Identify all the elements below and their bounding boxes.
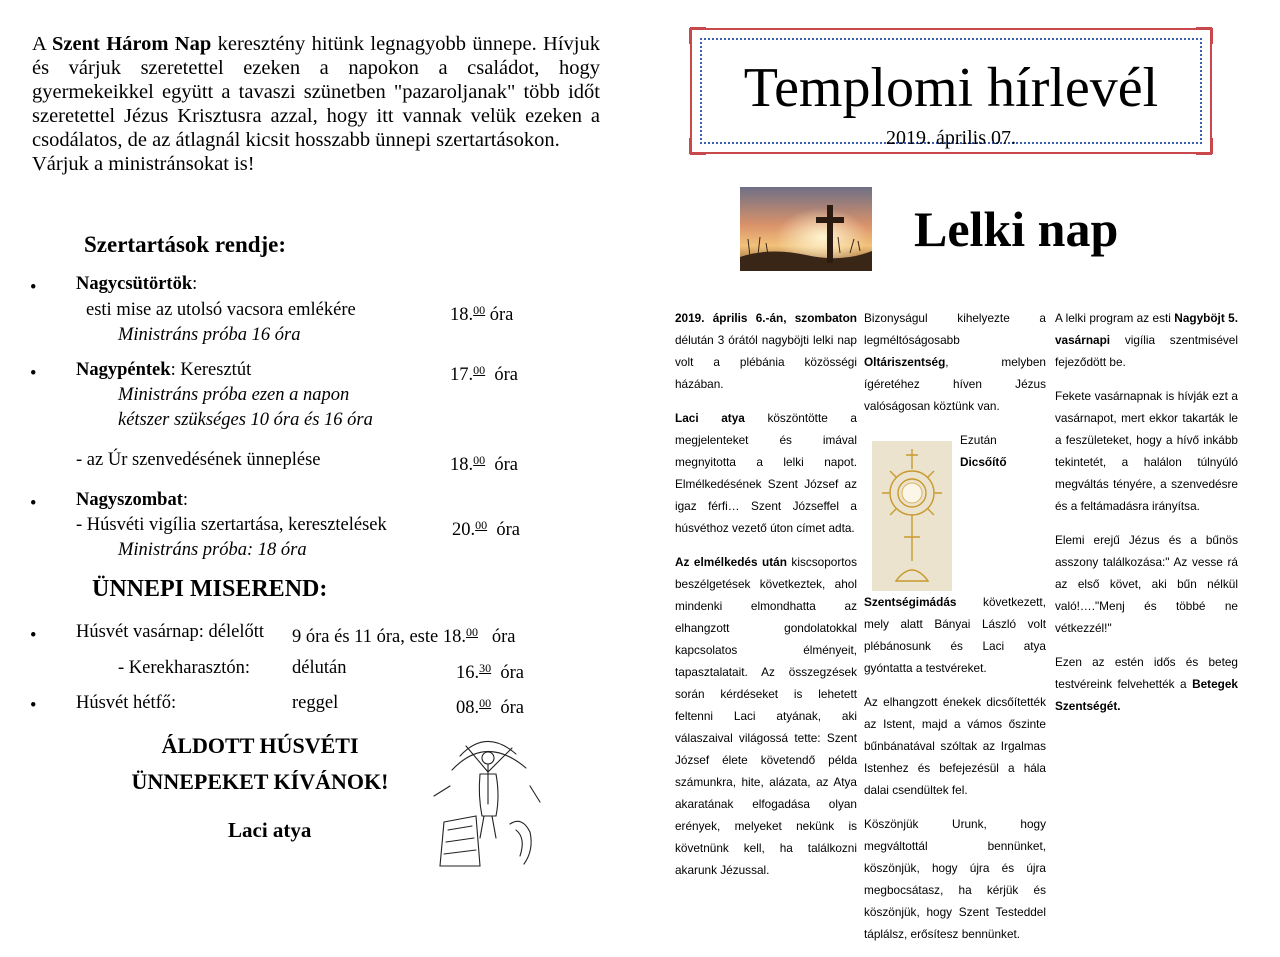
newsletter-date: 2019. április 07. [886, 127, 1016, 149]
bullet: • [30, 494, 37, 514]
cross-sunset-photo [740, 187, 872, 271]
friday-note-1: Ministráns próba ezen a napon [118, 385, 350, 405]
friday-title: Nagypéntek: Keresztút [76, 360, 252, 380]
blessing-line-1: ÁLDOTT HÚSVÉTI [161, 733, 359, 758]
mass-schedule-heading: ÜNNEPI MISEREND: [92, 576, 328, 602]
newsletter-title: Templomi hírlevél [743, 57, 1159, 119]
easter-monday-when: reggel [292, 693, 339, 713]
friday-passion-time: 18.00 óra [450, 453, 518, 475]
intro-paragraph [32, 32, 600, 176]
saturday-vigil: - Húsvéti vigília szertartása, keresztelések [76, 515, 387, 535]
schedule-heading: Szertartások rendje: [84, 232, 287, 257]
easter-monday-time: 08.00 óra [456, 696, 524, 718]
resurrection-sketch [430, 726, 542, 868]
thursday-note: Ministráns próba 16 óra [118, 325, 301, 345]
easter-monday-label: Húsvét hétfő: [76, 693, 177, 713]
monstrance-image [872, 441, 952, 591]
blessing-line-2: ÜNNEPEKET KÍVÁNOK! [131, 769, 389, 794]
article-headline: Lelki nap [914, 201, 1119, 257]
article-column-3: A lelki program az esti Nagyböjt 5. vasárnapi vigília szentmisével fejeződött be. Fekete vasárnapnak is hívják ezt a vasárnapot, mert ekkor takarták le a feszületeket, hogy a hívő inkább tekintetét, a halálon túlnyúló megváltás tényére, a szenvedésre és a feltámadásra irányítsa. Elemi erejű Jézus és a bűnös asszony találkozása:" Az vesse rá az első követ, aki bűn nélkül való!…."Menj és többé ne vétkezzél!" Ezen az estén idős és beteg testvéreink felvehették a Betegek Szentségét. [1055, 311, 1239, 713]
saturday-title: Nagyszombat: [76, 490, 189, 510]
easter-sunday-times: 9 óra és 11 óra, este 18.00 óra [292, 625, 516, 647]
friday-passion: - az Úr szenvedésének ünneplése [76, 450, 321, 470]
kerekharaszto-when: délután [292, 658, 347, 678]
intro-ministrants: Várjuk a ministránsokat is! [32, 153, 255, 175]
intro-text-rest: keresztény hitünk legnagyobb ünnepe. Hívjuk és várjuk szeretettel ezeken a napokon a családot, hogy gyermekeikkel együtt a tavaszi szünetben "pazaroljanak" több időt szeretettel Jézus Krisztusra azzal, hogy itt vannak velük ezeken a csodálatos, de az átlagnál kicsit hosszabb ünnepi szertartásokon. [32, 33, 600, 151]
bullet: • [30, 364, 37, 384]
friday-note-2: kétszer szükséges 10 óra és 16 óra [118, 410, 373, 430]
friday-time: 17.00 óra [450, 363, 518, 385]
article-column-2: Bizonyságul kihelyezte a legméltóságosabb Oltáriszentség, melyben ígéretéhez híven Jézus valóságosan köztünk van. Ezután Dicsőítő Szentségimádás következett, mely alatt Bányai László volt plébánosunk és Laci atya gyóntatta a testvéreket. Az elhangzott énekek dicsőítették az Istent, majd a vámos őszinte bűnbánatával szóltak az Irgalmas Istenhez és befejezésül a hála dalai csendültek fel. Köszönjük Urunk, hogy megváltottál bennünket, köszönjük, hogy újra és újra megbocsátasz, ha kérjük és köszönjük, hogy Szent Testeddel táplálsz, erősítesz bennünket. [864, 311, 1046, 941]
bullet: • [30, 696, 37, 716]
thursday-mass: esti mise az utolsó vacsora emlékére [86, 300, 356, 320]
easter-sunday-label: Húsvét vasárnap: délelőtt [76, 622, 265, 642]
thursday-title: Nagycsütörtök: [76, 274, 198, 294]
intro-bold: Szent Három Nap [52, 33, 212, 55]
kerekharaszto-label: - Kerekharasztón: [118, 658, 251, 678]
saturday-time: 20.00 óra [452, 518, 520, 540]
intro-text: A [32, 33, 53, 55]
thursday-time: 18.00 óra [450, 303, 514, 325]
bullet: • [30, 626, 37, 646]
saturday-note: Ministráns próba: 18 óra [118, 540, 307, 560]
signature: Laci atya [228, 818, 312, 842]
kerekharaszto-time: 16.30 óra [456, 661, 524, 683]
bullet: • [30, 278, 37, 298]
article-column-1: 2019. április 6.-án, szombaton délután 3 órától nagyböjti lelki nap volt a plébánia közösségi házában. Laci atya köszöntötte a megjelenteket és imával megnyitotta a lelki napot. Elmélkedésének Szent József az igaz férfi… Szent Józseffel a húsvéthoz vezető úton címet adta. Az elmélkedés után kiscsoportos beszélgetések következtek, ahol mindenki elmondhatta az elhangzott gondolatokkal kapcsolatos élményeit, tapasztalatait. Az összegzések során kérdéseket is lehetett feltenni Laci atyának, aki válaszaival világossá tette: Szent József élete követendő példa számunkra, hite, alázata, az Atya akaratának elfogadása olyan erények, melyeket nekünk is követnünk kell, ha találkozni akarunk Jézussal. [675, 311, 857, 877]
